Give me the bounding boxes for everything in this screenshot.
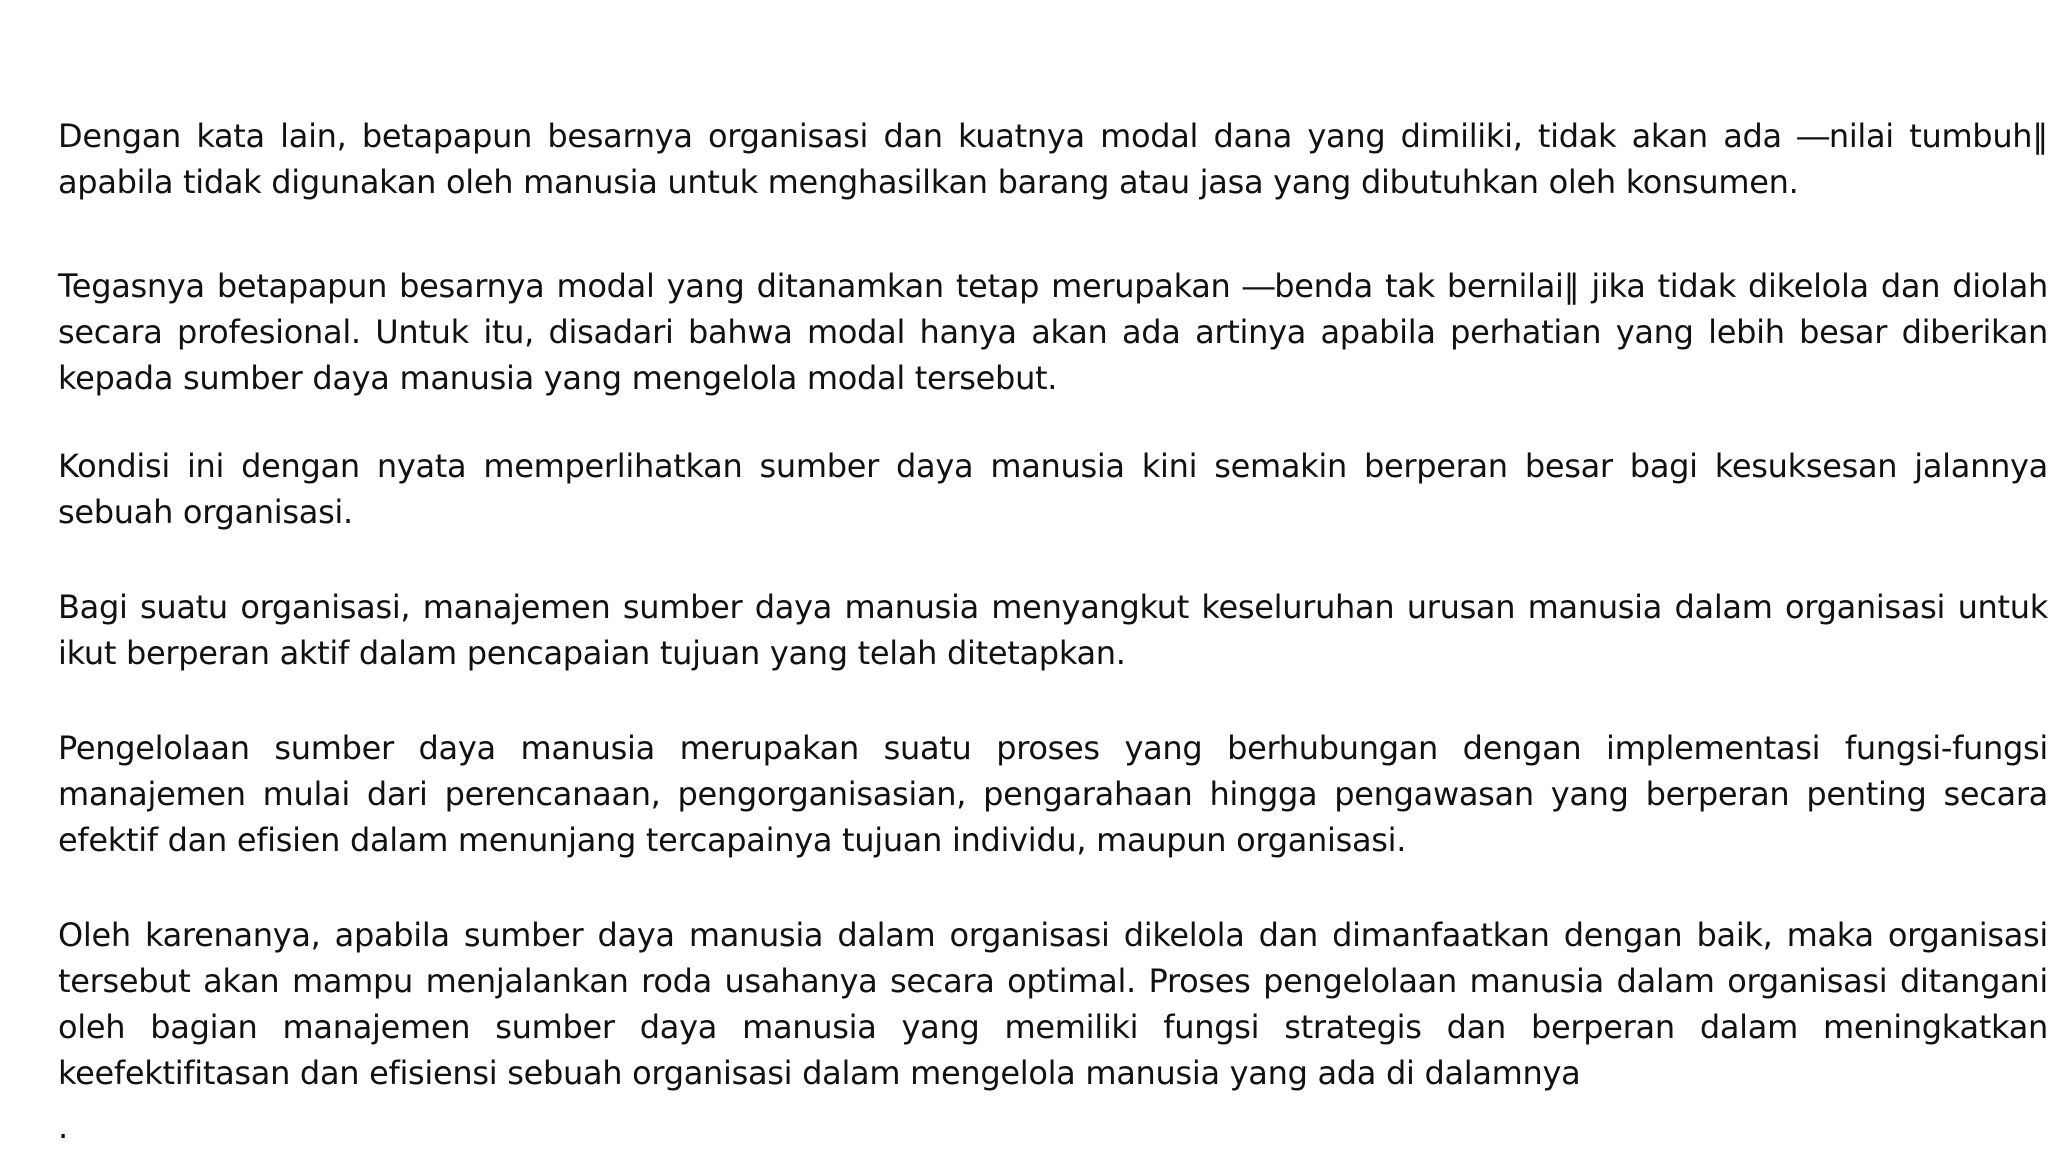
paragraph-2: Tegasnya betapapun besarnya modal yang ditanamkan tetap merupakan ―benda tak bernilai‖ jika tidak dikelola dan diolah secara profesional. Untuk itu, disadari bahwa modal hanya akan ada artinya apabila perhatian yang lebih besar diberikan kepada sumber daya manusia yang mengelola modal tersebut.	[58, 267, 2048, 397]
paragraph-4: Bagi suatu organisasi, manajemen sumber daya manusia menyangkut keseluruhan urusan manusia dalam organisasi untuk ikut berperan aktif dalam pencapaian tujuan yang telah ditetapkan.	[58, 588, 2048, 672]
paragraph-1: Dengan kata lain, betapapun besarnya organisasi dan kuatnya modal dana yang dimiliki, tidak akan ada ―nilai tumbuh‖ apabila tidak digunakan oleh manusia untuk menghasilkan barang atau jasa yang dibutuhkan oleh konsumen.	[58, 117, 2048, 201]
paragraph-6: Oleh karenanya, apabila sumber daya manusia dalam organisasi dikelola dan dimanfaatkan dengan baik, maka organisasi tersebut akan mampu menjalankan roda usahanya secara optimal. Proses pengelolaan manusia dalam organisasi ditangani oleh bagian manajemen sumber daya manusia yang memiliki fungsi strategis dan berperan dalam meningkatkan keefektifitasan dan efisiensi sebuah organisasi dalam mengelola manusia yang ada di dalamnya	[58, 916, 2048, 1092]
trailing-period: .	[58, 1108, 69, 1146]
paragraph-3: Kondisi ini dengan nyata memperlihatkan sumber daya manusia kini semakin berperan besar bagi kesuksesan jalannya sebuah organisasi.	[58, 447, 2048, 531]
paragraph-5: Pengelolaan sumber daya manusia merupakan suatu proses yang berhubungan dengan implementasi fungsi-fungsi manajemen mulai dari perencanaan, pengorganisasian, pengarahaan hingga pengawasan yang berperan penting secara efektif dan efisien dalam menunjang tercapainya tujuan individu, maupun organisasi.	[58, 729, 2048, 859]
